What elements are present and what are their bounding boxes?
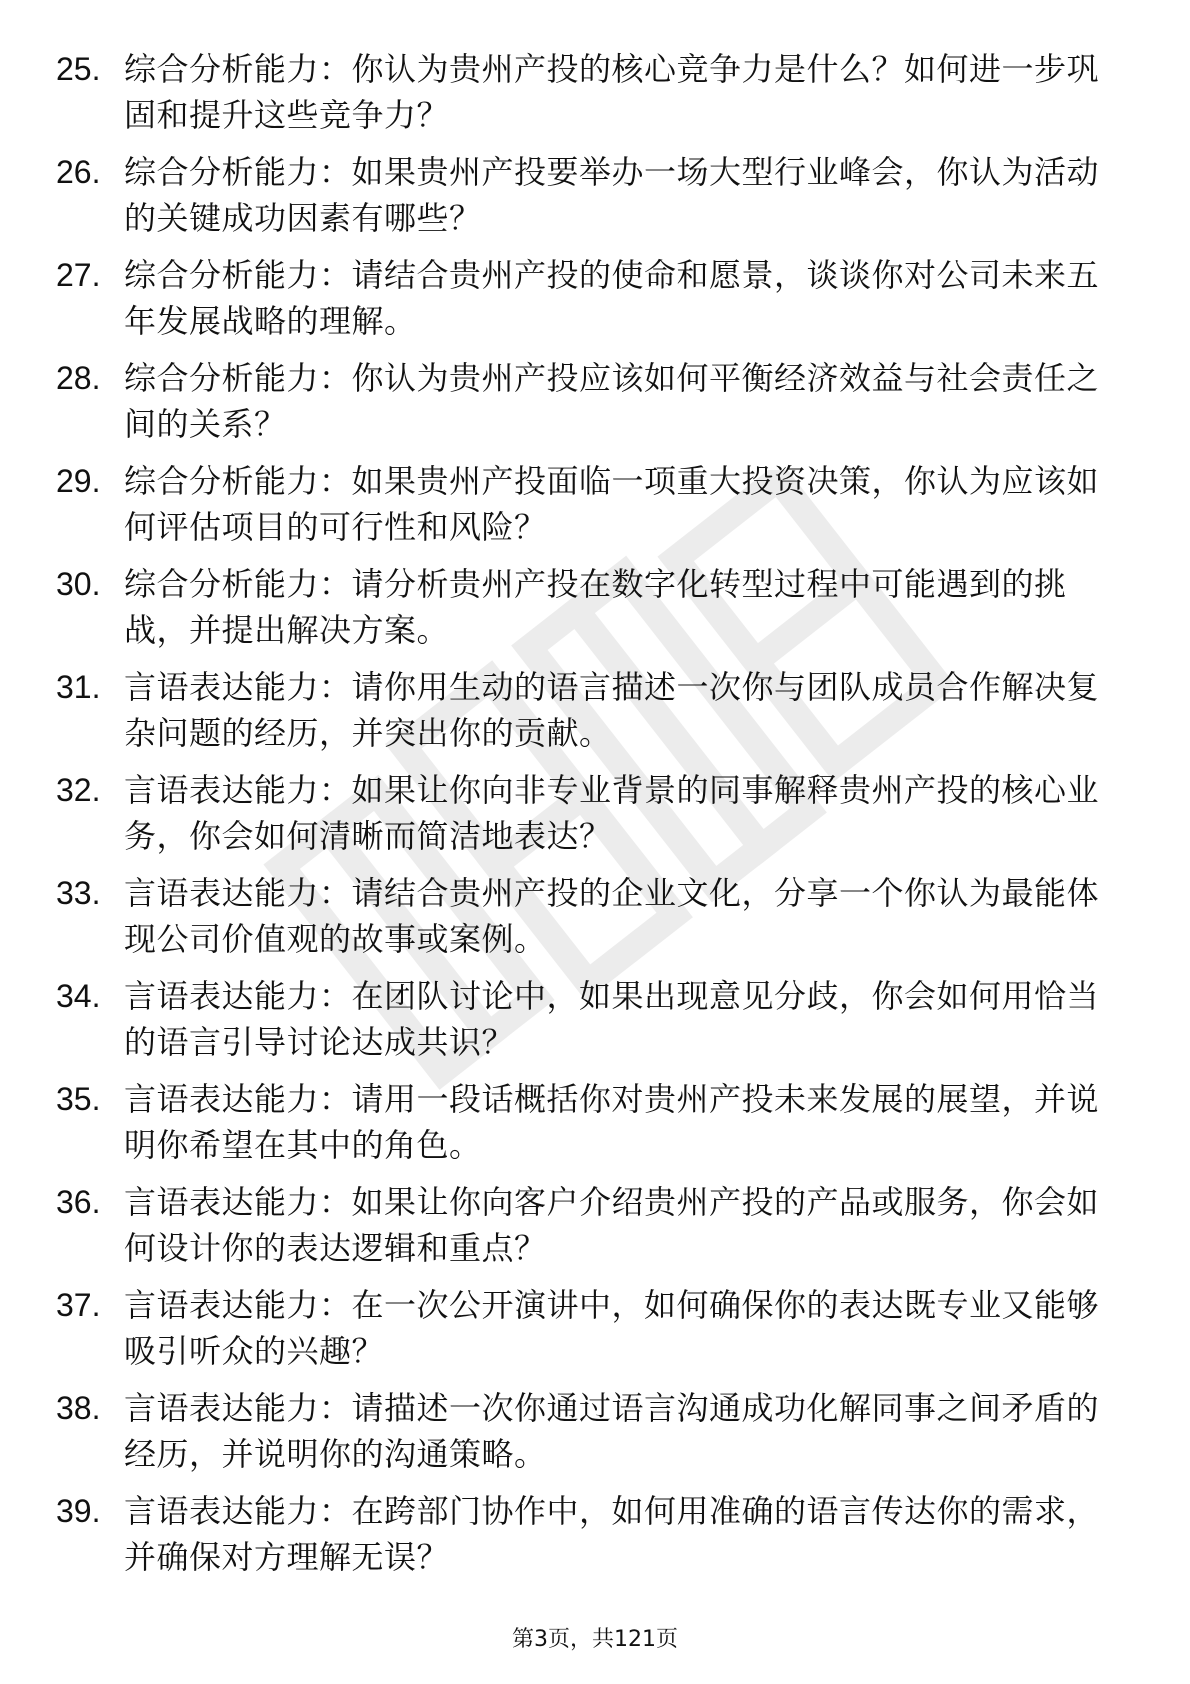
question-item (56, 767, 1116, 870)
question-number: 28. (56, 360, 101, 396)
question-number: 31. (56, 669, 101, 705)
question-number: 38. (56, 1390, 101, 1426)
question-text: 言语表达能力：在一次公开演讲中，如何确保你的表达既专业又能够吸引听众的兴趣？ (124, 1286, 1100, 1370)
question-list (56, 46, 1116, 1591)
page-footer: 第3页，共121页 (512, 1627, 678, 1652)
question-text: 言语表达能力：在跨部门协作中，如何用准确的语言传达你的需求，并确保对方理解无误？ (124, 1492, 1100, 1576)
question-number: 34. (56, 978, 101, 1014)
question-text: 言语表达能力：如果让你向非专业背景的同事解释贵州产投的核心业务，你会如何清晰而简洁地表达？ (124, 771, 1100, 855)
question-number: 30. (56, 566, 101, 602)
question-item (56, 1488, 1116, 1591)
question-number: 27. (56, 257, 101, 293)
question-text: 综合分析能力：你认为贵州产投应该如何平衡经济效益与社会责任之间的关系？ (124, 359, 1100, 443)
question-text: 综合分析能力：请结合贵州产投的使命和愿景，谈谈你对公司未来五年发展战略的理解。 (124, 256, 1100, 340)
question-number: 33. (56, 875, 101, 911)
question-text: 言语表达能力：请你用生动的语言描述一次你与团队成员合作解决复杂问题的经历，并突出你的贡献。 (124, 668, 1100, 752)
question-item (56, 1076, 1116, 1179)
question-item (56, 1179, 1116, 1282)
question-text: 综合分析能力：如果贵州产投要举办一场大型行业峰会，你认为活动的关键成功因素有哪些？ (124, 153, 1100, 237)
question-item (56, 561, 1116, 664)
question-number: 39. (56, 1493, 101, 1529)
question-number: 36. (56, 1184, 101, 1220)
question-number: 25. (56, 51, 101, 87)
question-text: 言语表达能力：如果让你向客户介绍贵州产投的产品或服务，你会如何设计你的表达逻辑和重点？ (124, 1183, 1100, 1267)
question-text: 综合分析能力：如果贵州产投面临一项重大投资决策，你认为应该如何评估项目的可行性和风险？ (124, 462, 1100, 546)
question-number: 26. (56, 154, 101, 190)
question-text: 综合分析能力：请分析贵州产投在数字化转型过程中可能遇到的挑战，并提出解决方案。 (124, 565, 1067, 649)
question-item (56, 870, 1116, 973)
question-item (56, 149, 1116, 252)
question-text: 言语表达能力：请结合贵州产投的企业文化，分享一个你认为最能体现公司价值观的故事或案例。 (124, 874, 1100, 958)
question-item (56, 355, 1116, 458)
question-number: 35. (56, 1081, 101, 1117)
question-number: 32. (56, 772, 101, 808)
question-text: 言语表达能力：请描述一次你通过语言沟通成功化解同事之间矛盾的经历，并说明你的沟通策略。 (124, 1389, 1100, 1473)
question-item (56, 664, 1116, 767)
question-item (56, 252, 1116, 355)
question-item (56, 1282, 1116, 1385)
question-item (56, 973, 1116, 1076)
question-number: 37. (56, 1287, 101, 1323)
question-number: 29. (56, 463, 101, 499)
question-text: 言语表达能力：请用一段话概括你对贵州产投未来发展的展望，并说明你希望在其中的角色。 (124, 1080, 1100, 1164)
question-text: 综合分析能力：你认为贵州产投的核心竞争力是什么？如何进一步巩固和提升这些竞争力？ (124, 50, 1100, 134)
question-item (56, 46, 1116, 149)
question-item (56, 1385, 1116, 1488)
question-text: 言语表达能力：在团队讨论中，如果出现意见分歧，你会如何用恰当的语言引导讨论达成共识？ (124, 977, 1100, 1061)
question-item (56, 458, 1116, 561)
